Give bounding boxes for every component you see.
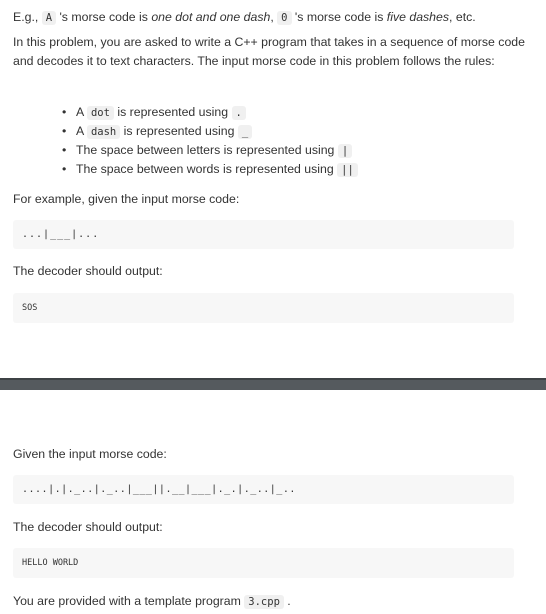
code-zero: 0: [277, 11, 291, 25]
rules-list: [62, 103, 358, 179]
rule-word-space: • The space between words is represented using ||: [62, 160, 358, 179]
intro-paragraph: E.g., A 's morse code is one dot and one dash, 0 's morse code is five dashes, etc.: [13, 10, 476, 24]
example2-output-label: The decoder should output:: [13, 520, 163, 534]
rule-dash: • A dash is represented using _: [62, 122, 358, 141]
section-divider: [0, 378, 546, 390]
example1-label: For example, given the input morse code:: [13, 192, 240, 206]
example1-output-label: The decoder should output:: [13, 264, 163, 278]
code-a: A: [42, 11, 56, 25]
example2-input-block: ....|.|._..|._..|___||.__|___|._.|._..|_..: [13, 475, 514, 504]
template-note: You are provided with a template program 3.cpp .: [13, 594, 291, 608]
rule-dot: • A dot is represented using .: [62, 103, 358, 122]
example2-label: Given the input morse code:: [13, 447, 167, 461]
example2-output-block: HELLO WORLD: [13, 548, 514, 578]
example1-input-block: ...|___|...: [13, 220, 514, 249]
rule-letter-space: • The space between letters is represented using |: [62, 141, 358, 160]
example1-output-block: SOS: [13, 293, 514, 323]
problem-paragraph: In this problem, you are asked to write a C++ program that takes in a sequence of morse code and decodes it to text characters. The input morse code in this problem follows the rules:: [13, 35, 525, 68]
template-filename: 3.cpp: [244, 595, 284, 609]
